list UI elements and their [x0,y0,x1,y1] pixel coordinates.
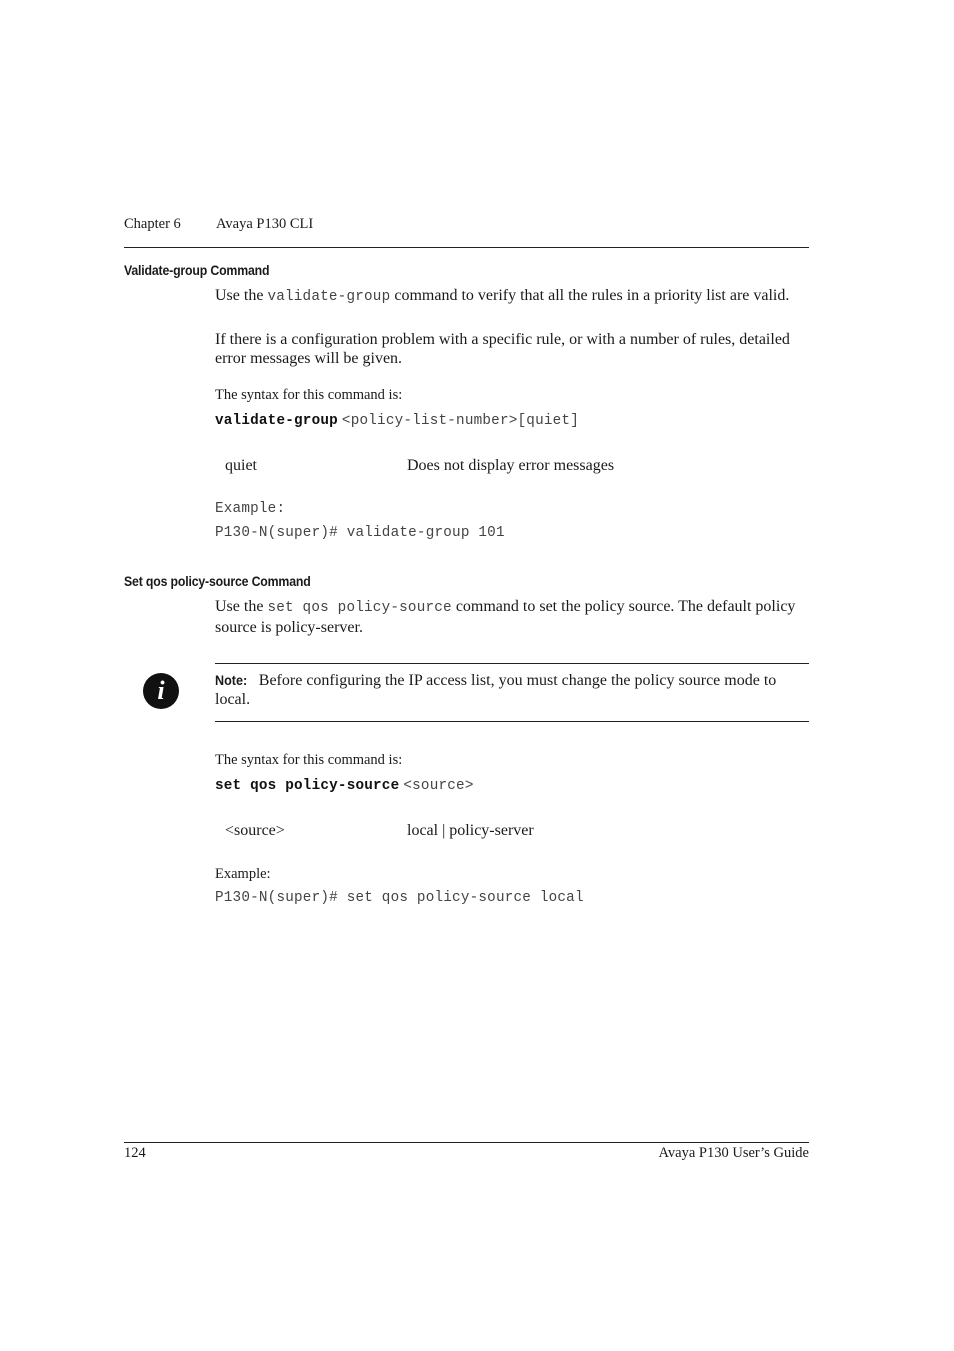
note-block [215,671,809,709]
syntax-line [215,411,579,429]
section-heading-validate-group: Validate-group Command [124,262,270,278]
section1-paragraph-2: If there is a configuration problem with a specific rule, or with a number of rules, detailed error messages will be given. [215,331,790,367]
note-top-rule [215,663,809,664]
page-number: 124 [124,1145,146,1161]
section1-paragraph-1 [215,286,809,307]
para-text: Use the [215,598,264,615]
example-command: P130-N(super)# set qos policy-source local [215,890,584,906]
example-label: Example: [215,501,286,517]
example-label: Example: [215,866,271,882]
syntax-intro: The syntax for this command is: [215,387,403,403]
para-text: command to verify that all the rules in a priority list are valid. [394,287,790,304]
header-chapter-title: Avaya P130 CLI [216,216,314,232]
syntax-arguments: <policy-list-number>[quiet] [341,413,579,429]
syntax-arguments: <source> [403,778,474,794]
para-text: command to set the policy source. The default policy source is policy-server. [215,598,796,636]
example-command: P130-N(super)# validate-group 101 [215,525,505,541]
para-text: Use the [215,287,264,304]
note-label: Note: [215,672,248,688]
param-description: Does not display error messages [407,457,615,474]
footer-book-title: Avaya P130 User’s Guide [658,1145,809,1161]
section-heading-set-qos-policy-source: Set qos policy-source Command [124,573,311,589]
param-name: <source> [225,822,285,839]
footer-rule [124,1142,809,1143]
syntax-command: set qos policy-source [215,778,400,794]
inline-code: validate-group [267,289,391,305]
section2-paragraph-1 [215,597,809,637]
header-chapter: Chapter 6 [124,216,181,232]
syntax-command: validate-group [215,413,338,429]
param-description: local | policy-server [407,822,534,839]
info-icon: i [143,673,179,709]
header-rule [124,247,809,248]
note-bottom-rule [215,721,809,722]
param-name: quiet [225,457,257,474]
syntax-line [215,776,474,794]
syntax-intro: The syntax for this command is: [215,752,403,768]
inline-code: set qos policy-source [267,600,452,616]
note-text: Before configuring the IP access list, you must change the policy source mode to local. [215,672,777,708]
